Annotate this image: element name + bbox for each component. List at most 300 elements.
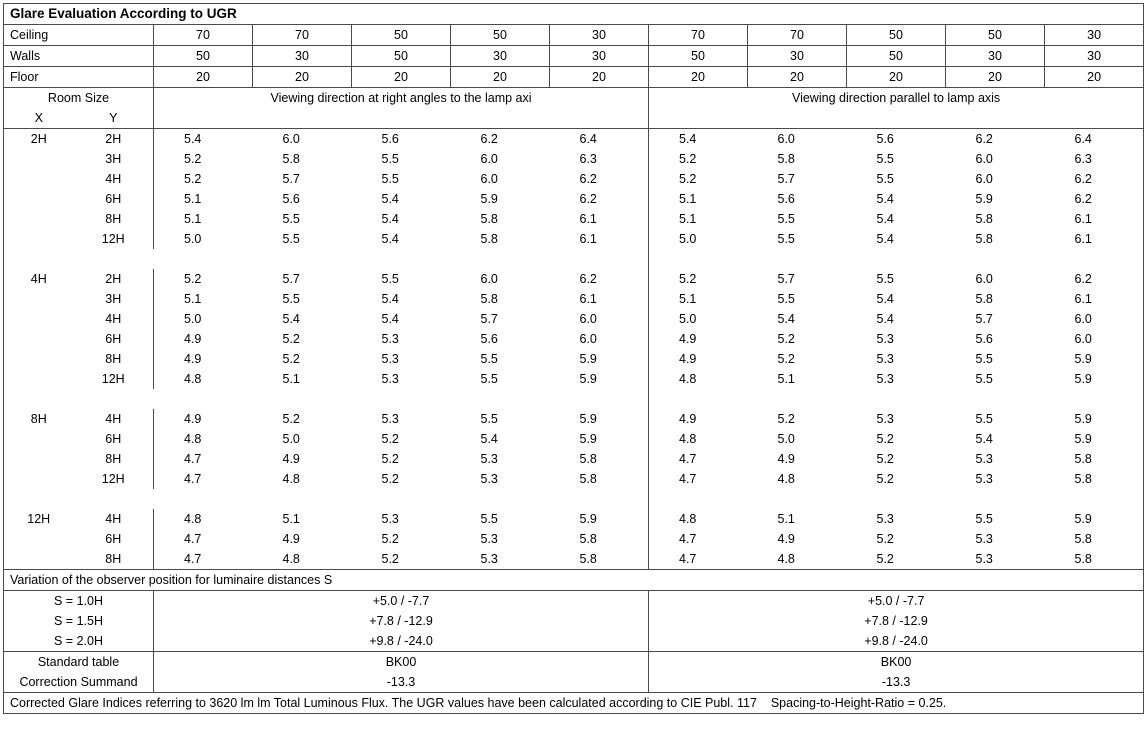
- floor-value: 20: [253, 67, 352, 88]
- page-title: Glare Evaluation According to UGR: [4, 4, 1144, 25]
- ugr-value-right-angles: 5.5: [282, 212, 300, 226]
- room-x-label: 4H: [4, 269, 74, 289]
- floor-value: 20: [649, 67, 748, 88]
- header-filler: [451, 108, 550, 129]
- spacer-cell: [4, 489, 74, 509]
- viewing-direction-right-angles-label: Viewing direction at right angles to the lamp axi: [154, 88, 649, 109]
- room-y-label: 3H: [74, 289, 154, 309]
- ugr-value-parallel: 4.7: [649, 449, 748, 469]
- variation-label: S = 1.5H: [4, 611, 154, 631]
- ugr-table: [3, 3, 1144, 714]
- spacer-cell: [550, 389, 649, 409]
- ugr-value-parallel: 5.1: [777, 372, 795, 386]
- ugr-value-right-angles: 5.9: [550, 509, 649, 529]
- spacer-cell: [649, 249, 748, 269]
- ugr-data-row: [4, 409, 1144, 429]
- spacer-cell: [847, 489, 946, 509]
- ugr-value-right-angles: 5.3: [480, 472, 498, 486]
- ugr-value-parallel: 5.3: [876, 412, 894, 426]
- ugr-value-parallel: 5.5: [975, 412, 993, 426]
- ugr-value-parallel: 4.9: [777, 452, 795, 466]
- room-x-label: [4, 369, 74, 389]
- ugr-value-right-angles: 5.2: [282, 332, 300, 346]
- room-x-label: [4, 229, 74, 249]
- room-x-label: 8H: [4, 409, 74, 429]
- spacer-cell: [847, 249, 946, 269]
- correction-summand-left: -13.3: [154, 672, 649, 693]
- ugr-value-right-angles: 6.4: [550, 129, 649, 150]
- ugr-value-parallel: 5.1: [649, 289, 748, 309]
- header-filler: [253, 108, 352, 129]
- ugr-value-right-angles: 6.0: [480, 152, 498, 166]
- ugr-value-parallel: 5.8: [1045, 469, 1144, 489]
- ugr-value-right-angles: 5.5: [282, 232, 300, 246]
- ugr-value-parallel: 5.2: [876, 432, 894, 446]
- ugr-value-parallel: 5.5: [876, 272, 894, 286]
- ugr-value-right-angles: 5.3: [480, 452, 498, 466]
- header-filler: [1045, 108, 1144, 129]
- ugr-value-right-angles: 5.7: [282, 172, 300, 186]
- variation-right-value: +9.8 / -24.0: [649, 631, 1144, 652]
- ugr-value-parallel: 5.3: [876, 372, 894, 386]
- ugr-value-right-angles: 5.4: [381, 192, 399, 206]
- ugr-data-row: [4, 369, 1144, 389]
- room-x-label: [4, 329, 74, 349]
- group-spacer-row: [4, 249, 1144, 269]
- walls-value: 30: [550, 46, 649, 67]
- ugr-value-right-angles: 4.8: [154, 509, 253, 529]
- ugr-value-right-angles: 5.8: [480, 212, 498, 226]
- ugr-value-right-angles: 5.2: [282, 352, 300, 366]
- ugr-value-right-angles: 6.0: [253, 129, 352, 150]
- ugr-data-row: [4, 269, 1144, 289]
- ugr-data-row: [4, 549, 1144, 570]
- title-row: [4, 4, 1144, 25]
- ugr-value-right-angles: 5.9: [480, 192, 498, 206]
- ugr-value-right-angles: 5.1: [282, 372, 300, 386]
- room-y-label: 4H: [74, 309, 154, 329]
- ugr-value-right-angles: 4.9: [154, 409, 253, 429]
- variation-left-value: +9.8 / -24.0: [154, 631, 649, 652]
- ugr-value-right-angles: 6.3: [550, 149, 649, 169]
- ugr-value-parallel: 5.9: [1045, 509, 1144, 529]
- room-x-label: [4, 449, 74, 469]
- ugr-value-right-angles: 4.8: [154, 369, 253, 389]
- ugr-value-right-angles: 5.2: [352, 549, 451, 570]
- group-spacer-row: [4, 489, 1144, 509]
- ugr-value-parallel: 5.8: [1045, 549, 1144, 570]
- ugr-value-parallel: 6.0: [748, 129, 847, 150]
- ugr-value-parallel: 6.1: [1045, 229, 1144, 249]
- room-y-label: 12H: [74, 469, 154, 489]
- ugr-value-parallel: 5.8: [975, 292, 993, 306]
- spacer-cell: [154, 389, 253, 409]
- ugr-value-right-angles: 4.7: [154, 529, 253, 549]
- ugr-value-parallel: 6.3: [1045, 149, 1144, 169]
- spacer-cell: [154, 489, 253, 509]
- room-y-label: 12H: [74, 229, 154, 249]
- ugr-data-row: [4, 429, 1144, 449]
- ugr-value-parallel: 4.8: [649, 369, 748, 389]
- ugr-value-right-angles: 4.7: [154, 449, 253, 469]
- ugr-value-right-angles: 6.2: [550, 269, 649, 289]
- ceiling-value: 50: [451, 25, 550, 46]
- ugr-value-parallel: 4.8: [748, 549, 847, 570]
- ugr-value-right-angles: 5.8: [480, 292, 498, 306]
- ugr-value-parallel: 5.1: [649, 209, 748, 229]
- room-y-label: 8H: [74, 549, 154, 570]
- ugr-value-right-angles: 6.2: [550, 169, 649, 189]
- ugr-value-parallel: 5.2: [847, 549, 946, 570]
- ugr-value-parallel: 5.2: [777, 332, 795, 346]
- ugr-value-parallel: 5.3: [975, 452, 993, 466]
- ugr-value-right-angles: 5.6: [352, 129, 451, 150]
- ugr-value-parallel: 5.2: [649, 269, 748, 289]
- ugr-value-right-angles: 5.5: [480, 352, 498, 366]
- variation-right-value: +7.8 / -12.9: [649, 611, 1144, 631]
- walls-value: 30: [748, 46, 847, 67]
- ugr-data-row: [4, 449, 1144, 469]
- ceiling-value: 30: [1045, 25, 1144, 46]
- spacer-cell: [74, 249, 154, 269]
- ugr-value-right-angles: 5.2: [381, 432, 399, 446]
- floor-value: 20: [550, 67, 649, 88]
- ugr-value-right-angles: 5.2: [282, 412, 300, 426]
- ugr-data-body: [4, 129, 1144, 570]
- room-y-label: 8H: [74, 209, 154, 229]
- spacer-cell: [748, 249, 847, 269]
- ugr-value-parallel: 5.9: [1045, 369, 1144, 389]
- ugr-value-right-angles: 5.9: [550, 369, 649, 389]
- ugr-value-parallel: 5.7: [975, 312, 993, 326]
- ugr-data-row: [4, 169, 1144, 189]
- ugr-data-row: [4, 509, 1144, 529]
- variation-left-value: +7.8 / -12.9: [154, 611, 649, 631]
- room-y-label: 4H: [74, 169, 154, 189]
- ugr-data-row: [4, 469, 1144, 489]
- ugr-value-parallel: 5.5: [777, 212, 795, 226]
- ugr-value-parallel: 6.2: [946, 129, 1045, 150]
- ugr-value-parallel: 4.8: [649, 509, 748, 529]
- ugr-value-parallel: 5.7: [777, 172, 795, 186]
- ugr-data-row: [4, 209, 1144, 229]
- ugr-value-parallel: 6.1: [1045, 289, 1144, 309]
- spacer-cell: [451, 489, 550, 509]
- spacer-cell: [847, 389, 946, 409]
- ugr-value-parallel: 5.0: [777, 432, 795, 446]
- row-label-walls: Walls: [4, 46, 154, 67]
- ugr-value-right-angles: 4.9: [282, 452, 300, 466]
- ugr-value-parallel: 5.4: [876, 192, 894, 206]
- ceiling-value: 70: [253, 25, 352, 46]
- ugr-value-parallel: 5.7: [777, 272, 795, 286]
- room-y-label: 3H: [74, 149, 154, 169]
- ugr-value-parallel: 5.5: [876, 172, 894, 186]
- spacer-cell: [1045, 389, 1144, 409]
- ugr-value-right-angles: 5.1: [154, 289, 253, 309]
- ugr-value-right-angles: 5.6: [282, 192, 300, 206]
- ugr-value-parallel: 5.5: [975, 372, 993, 386]
- room-x-label: [4, 429, 74, 449]
- ugr-value-right-angles: 5.6: [480, 332, 498, 346]
- room-x-label: [4, 469, 74, 489]
- spacer-cell: [550, 249, 649, 269]
- variation-title: Variation of the observer position for luminaire distances S: [4, 570, 1144, 591]
- footer-row: [4, 693, 1144, 714]
- ugr-value-parallel: 6.4: [1045, 129, 1144, 150]
- ugr-value-parallel: 5.6: [777, 192, 795, 206]
- room-x-label: 12H: [4, 509, 74, 529]
- walls-value: 50: [847, 46, 946, 67]
- ugr-value-parallel: 5.2: [777, 412, 795, 426]
- ugr-value-right-angles: 5.1: [154, 189, 253, 209]
- spacer-cell: [4, 389, 74, 409]
- ugr-value-parallel: 5.2: [649, 169, 748, 189]
- room-y-label: 2H: [74, 269, 154, 289]
- ugr-value-parallel: 6.0: [975, 172, 993, 186]
- ugr-value-parallel: 5.9: [1045, 429, 1144, 449]
- ugr-value-parallel: 5.4: [876, 212, 894, 226]
- reflectance-row-floor: [4, 67, 1144, 88]
- header-filler: [748, 108, 847, 129]
- ugr-value-parallel: 5.0: [649, 309, 748, 329]
- ugr-value-parallel: 6.0: [975, 272, 993, 286]
- ugr-value-right-angles: 5.4: [381, 312, 399, 326]
- header-filler: [154, 108, 253, 129]
- spacer-cell: [253, 489, 352, 509]
- ceiling-value: 70: [649, 25, 748, 46]
- floor-value: 20: [352, 67, 451, 88]
- ugr-value-right-angles: 5.9: [550, 429, 649, 449]
- ugr-value-right-angles: 5.5: [381, 152, 399, 166]
- variation-row-1: [4, 591, 1144, 612]
- ugr-value-right-angles: 4.9: [154, 349, 253, 369]
- xy-header-row: [4, 108, 1144, 129]
- room-y-label: 6H: [74, 189, 154, 209]
- ugr-value-parallel: 5.2: [649, 149, 748, 169]
- variation-left-value: +5.0 / -7.7: [154, 591, 649, 612]
- ugr-value-right-angles: 5.2: [381, 472, 399, 486]
- ceiling-value: 50: [847, 25, 946, 46]
- ugr-value-right-angles: 5.0: [154, 229, 253, 249]
- standard-table-right: BK00: [649, 652, 1144, 673]
- ugr-value-right-angles: 4.8: [154, 429, 253, 449]
- ugr-value-right-angles: 5.5: [282, 292, 300, 306]
- ugr-value-right-angles: 5.3: [451, 549, 550, 570]
- variation-row-3: [4, 631, 1144, 652]
- room-x-label: [4, 189, 74, 209]
- ceiling-value: 50: [946, 25, 1045, 46]
- spacer-cell: [748, 389, 847, 409]
- ugr-value-parallel: 5.5: [975, 352, 993, 366]
- ugr-value-right-angles: 5.2: [154, 149, 253, 169]
- spacer-cell: [352, 489, 451, 509]
- ugr-value-parallel: 5.8: [975, 212, 993, 226]
- footer-note-text: Corrected Glare Indices referring to 3620 lm lm Total Luminous Flux. The UGR values have been calculated according to CIE Publ. 117: [10, 696, 757, 710]
- ugr-value-right-angles: 5.4: [381, 292, 399, 306]
- ugr-value-right-angles: 5.0: [154, 309, 253, 329]
- ugr-value-parallel: 5.0: [649, 229, 748, 249]
- ugr-value-right-angles: 5.2: [154, 169, 253, 189]
- ugr-value-right-angles: 5.3: [381, 412, 399, 426]
- ugr-value-right-angles: 5.5: [480, 512, 498, 526]
- spacer-cell: [946, 489, 1045, 509]
- ugr-value-parallel: 5.9: [975, 192, 993, 206]
- room-x-label: 2H: [4, 129, 74, 150]
- ugr-value-right-angles: 5.5: [381, 272, 399, 286]
- ugr-value-right-angles: 5.8: [550, 449, 649, 469]
- ugr-data-row: [4, 329, 1144, 349]
- ugr-value-right-angles: 4.9: [282, 532, 300, 546]
- ugr-value-right-angles: 5.3: [381, 352, 399, 366]
- ugr-value-parallel: 6.2: [1045, 169, 1144, 189]
- floor-value: 20: [451, 67, 550, 88]
- header-filler: [946, 108, 1045, 129]
- footer-note-cell: [4, 693, 1144, 714]
- ugr-value-right-angles: 5.3: [381, 332, 399, 346]
- ugr-value-parallel: 5.9: [1045, 409, 1144, 429]
- ugr-value-right-angles: 5.9: [550, 409, 649, 429]
- ugr-value-right-angles: 6.0: [480, 272, 498, 286]
- ugr-value-parallel: 6.1: [1045, 209, 1144, 229]
- variation-title-row: [4, 570, 1144, 591]
- ugr-value-right-angles: 6.2: [550, 189, 649, 209]
- header-filler: [649, 108, 748, 129]
- ugr-data-row: [4, 529, 1144, 549]
- spacer-cell: [649, 389, 748, 409]
- spacer-cell: [946, 389, 1045, 409]
- room-y-label: 8H: [74, 349, 154, 369]
- ugr-value-right-angles: 5.4: [154, 129, 253, 150]
- walls-value: 30: [1045, 46, 1144, 67]
- correction-summand-label: Correction Summand: [4, 672, 154, 693]
- variation-label: S = 2.0H: [4, 631, 154, 652]
- spacer-cell: [946, 249, 1045, 269]
- ugr-value-right-angles: 5.3: [381, 372, 399, 386]
- ugr-value-parallel: 5.8: [975, 232, 993, 246]
- ugr-value-parallel: 6.0: [1045, 309, 1144, 329]
- ugr-value-right-angles: 5.3: [381, 512, 399, 526]
- room-y-label: 2H: [74, 129, 154, 150]
- ugr-data-row: [4, 189, 1144, 209]
- spacer-cell: [352, 389, 451, 409]
- ugr-value-parallel: 5.6: [975, 332, 993, 346]
- ugr-value-right-angles: 5.1: [282, 512, 300, 526]
- ugr-value-right-angles: 4.8: [282, 472, 300, 486]
- spacer-cell: [74, 489, 154, 509]
- ugr-value-parallel: 5.3: [876, 332, 894, 346]
- spacer-cell: [748, 489, 847, 509]
- spacer-cell: [1045, 249, 1144, 269]
- ugr-value-right-angles: 4.8: [253, 549, 352, 570]
- ugr-value-right-angles: 5.8: [550, 469, 649, 489]
- ugr-value-right-angles: 5.2: [381, 532, 399, 546]
- room-x-label: [4, 169, 74, 189]
- room-x-label: [4, 289, 74, 309]
- walls-value: 30: [451, 46, 550, 67]
- ugr-value-right-angles: 6.1: [550, 289, 649, 309]
- room-x-label: [4, 209, 74, 229]
- ugr-value-parallel: 6.0: [975, 152, 993, 166]
- ugr-value-right-angles: 5.4: [282, 312, 300, 326]
- ugr-value-right-angles: 5.4: [381, 212, 399, 226]
- ugr-value-parallel: 5.4: [649, 129, 748, 150]
- variation-row-2: [4, 611, 1144, 631]
- ugr-value-parallel: 4.8: [777, 472, 795, 486]
- ugr-value-parallel: 5.2: [876, 532, 894, 546]
- ugr-value-parallel: 4.9: [649, 329, 748, 349]
- ugr-value-right-angles: 4.7: [154, 469, 253, 489]
- ugr-value-parallel: 5.8: [1045, 529, 1144, 549]
- spacer-cell: [1045, 489, 1144, 509]
- standard-table-row: [4, 652, 1144, 673]
- ugr-value-parallel: 5.3: [876, 352, 894, 366]
- ugr-value-right-angles: 5.0: [282, 432, 300, 446]
- ugr-value-right-angles: 5.5: [381, 172, 399, 186]
- correction-summand-right: -13.3: [649, 672, 1144, 693]
- ugr-value-right-angles: 6.0: [550, 309, 649, 329]
- ugr-data-row: [4, 129, 1144, 150]
- walls-value: 50: [154, 46, 253, 67]
- footer-ratio-text: Spacing-to-Height-Ratio = 0.25.: [770, 696, 947, 710]
- ugr-value-parallel: 4.9: [777, 532, 795, 546]
- floor-value: 20: [946, 67, 1045, 88]
- axis-label-y: Y: [74, 108, 154, 129]
- ugr-report-page: [0, 3, 1102, 753]
- axis-label-x: X: [4, 108, 74, 129]
- ugr-value-parallel: 6.0: [1045, 329, 1144, 349]
- ugr-value-right-angles: 5.8: [480, 232, 498, 246]
- group-spacer-row: [4, 389, 1144, 409]
- ugr-value-right-angles: 5.8: [550, 549, 649, 570]
- ugr-value-right-angles: 5.2: [381, 452, 399, 466]
- room-x-label: [4, 529, 74, 549]
- ugr-value-parallel: 5.8: [1045, 449, 1144, 469]
- ugr-value-parallel: 5.3: [975, 532, 993, 546]
- ugr-value-right-angles: 6.0: [550, 329, 649, 349]
- ugr-value-parallel: 5.4: [975, 432, 993, 446]
- spacer-cell: [451, 389, 550, 409]
- floor-value: 20: [748, 67, 847, 88]
- ugr-value-parallel: 5.1: [649, 189, 748, 209]
- spacer-cell: [74, 389, 154, 409]
- ugr-value-parallel: 5.3: [876, 512, 894, 526]
- walls-value: 50: [649, 46, 748, 67]
- ugr-value-parallel: 5.9: [1045, 349, 1144, 369]
- ugr-value-right-angles: 5.7: [282, 272, 300, 286]
- ugr-value-parallel: 5.2: [876, 472, 894, 486]
- room-x-label: [4, 549, 74, 570]
- ugr-value-right-angles: 6.0: [480, 172, 498, 186]
- floor-value: 20: [1045, 67, 1144, 88]
- ugr-value-parallel: 5.8: [777, 152, 795, 166]
- ugr-value-right-angles: 4.7: [154, 549, 253, 570]
- ugr-value-right-angles: 4.9: [154, 329, 253, 349]
- room-y-label: 6H: [74, 529, 154, 549]
- ugr-value-parallel: 5.3: [946, 549, 1045, 570]
- reflectance-row-ceiling: [4, 25, 1144, 46]
- ceiling-value: 50: [352, 25, 451, 46]
- row-label-ceiling: Ceiling: [4, 25, 154, 46]
- ugr-value-parallel: 5.5: [777, 292, 795, 306]
- ugr-value-right-angles: 5.8: [282, 152, 300, 166]
- ugr-data-row: [4, 309, 1144, 329]
- room-y-label: 4H: [74, 509, 154, 529]
- ugr-data-row: [4, 349, 1144, 369]
- ugr-data-row: [4, 289, 1144, 309]
- walls-value: 50: [352, 46, 451, 67]
- room-x-label: [4, 149, 74, 169]
